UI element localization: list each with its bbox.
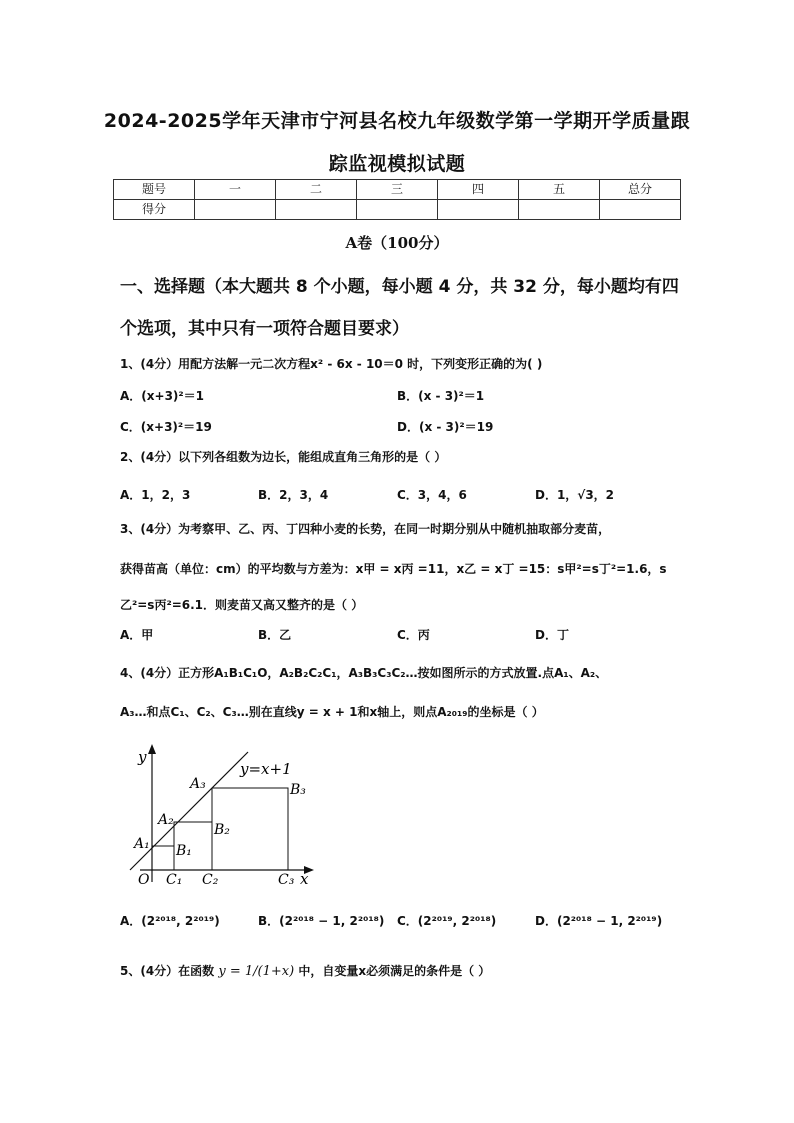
label-C2: C₂ [202, 872, 219, 888]
question-3-line2: 获得苗高（单位：cm）的平均数与方差为：x甲 = x丙 =11，x乙 = x丁 =15：s甲²=s丁²=1.6，s [120, 562, 667, 576]
score-header-cell: 四 [438, 180, 519, 200]
exam-title-line1: 2024-2025学年天津市宁河县名校九年级数学第一学期开学质量跟 [103, 110, 691, 132]
score-table-score-row [114, 200, 681, 220]
q1-option-c[interactable]: C．(x+3)²＝19 [120, 420, 212, 434]
score-header-cell: 三 [357, 180, 438, 200]
q3-option-d[interactable]: D．丁 [535, 628, 569, 642]
q2-option-a[interactable]: A．1，2，3 [120, 488, 191, 502]
label-line: y=x+1 [240, 760, 292, 778]
score-cell[interactable] [600, 200, 681, 220]
score-header-cell: 五 [519, 180, 600, 200]
label-B2: B₂ [214, 822, 230, 838]
question-5-stem [120, 962, 690, 981]
question-2-stem: 2、(4分）以下列各组数为边长，能组成直角三角形的是（ ） [120, 450, 447, 464]
q1-option-d[interactable]: D．(x - 3)²＝19 [397, 420, 494, 434]
q5-prefix: 5、(4分）在函数 [120, 964, 215, 978]
label-O: O [138, 872, 150, 888]
score-header-cell: 二 [276, 180, 357, 200]
label-B3: B₃ [290, 782, 306, 798]
score-cell[interactable] [357, 200, 438, 220]
question-4-line2: A₃…和点C₁、C₂、C₃…别在直线y = x + 1和x轴上，则点A₂₀₁₉的坐标是（ ） [120, 705, 544, 719]
label-A2: A₂ [158, 812, 174, 828]
score-cell[interactable] [438, 200, 519, 220]
score-header-cell: 题号 [114, 180, 195, 200]
q4-option-d[interactable]: D．(2²⁰¹⁸ − 1, 2²⁰¹⁹) [535, 914, 663, 928]
q1-option-a[interactable]: A．(x+3)²＝1 [120, 389, 205, 403]
question-1-stem: 1、(4分）用配方法解一元二次方程x² - 6x - 10＝0 时，下列变形正确的为( ) [120, 357, 543, 371]
score-cell[interactable] [195, 200, 276, 220]
paper-subtitle: A卷（100分） [345, 234, 449, 252]
label-C1: C₁ [166, 872, 183, 888]
label-C3: C₃ [278, 872, 295, 888]
y-axis-arrow [148, 744, 156, 754]
q3-option-b[interactable]: B．乙 [258, 628, 292, 642]
q4-option-b[interactable]: B．(2²⁰¹⁸ − 1, 2²⁰¹⁸) [258, 914, 385, 928]
q3-option-a[interactable]: A．甲 [120, 628, 154, 642]
score-table [113, 179, 681, 220]
q2-option-b[interactable]: B．2，3，4 [258, 488, 329, 502]
label-A1: A₁ [134, 836, 150, 852]
q3-option-c[interactable]: C．丙 [397, 628, 430, 642]
score-table-header-row [114, 180, 681, 200]
q1-option-b[interactable]: B．(x - 3)²＝1 [397, 389, 485, 403]
q4-option-a[interactable]: A．(2²⁰¹⁸, 2²⁰¹⁹) [120, 914, 220, 928]
label-y: y [138, 748, 147, 766]
question-4-line1: 4、(4分）正方形A₁B₁C₁O，A₂B₂C₂C₁，A₃B₃C₃C₂…按如图所示的方式放置.点A₁、A₂、 [120, 666, 608, 680]
score-cell[interactable] [276, 200, 357, 220]
square-1 [152, 846, 174, 870]
label-A3: A₃ [190, 776, 206, 792]
q5-suffix: 中，自变量x必须满足的条件是（ ） [298, 964, 491, 978]
section-heading: 一、选择题（本大题共 8 个小题，每小题 4 分，共 32 分，每小题均有四个选项，其中只有一项符合题目要求） [120, 277, 679, 339]
question-3-line3: 乙²=s丙²=6.1．则麦苗又高又整齐的是（ ） [120, 598, 364, 612]
q2-option-d[interactable]: D．1，√3，2 [535, 488, 615, 502]
q4-option-c[interactable]: C．(2²⁰¹⁹, 2²⁰¹⁸) [397, 914, 497, 928]
q2-option-c[interactable]: C．3，4，6 [397, 488, 467, 502]
label-x: x [300, 870, 309, 888]
q4-figure [122, 742, 322, 888]
exam-title-line2: 踪监视模拟试题 [328, 153, 466, 175]
score-header-cell: 总分 [600, 180, 681, 200]
label-B1: B₁ [176, 843, 192, 859]
score-row-label: 得分 [114, 200, 195, 220]
score-header-cell: 一 [195, 180, 276, 200]
score-cell[interactable] [519, 200, 600, 220]
question-3-line1: 3、(4分）为考察甲、乙、丙、丁四种小麦的长势，在同一时期分别从中随机抽取部分麦苗， [120, 522, 611, 536]
q5-function: y = 1/(1+x) [218, 964, 295, 979]
